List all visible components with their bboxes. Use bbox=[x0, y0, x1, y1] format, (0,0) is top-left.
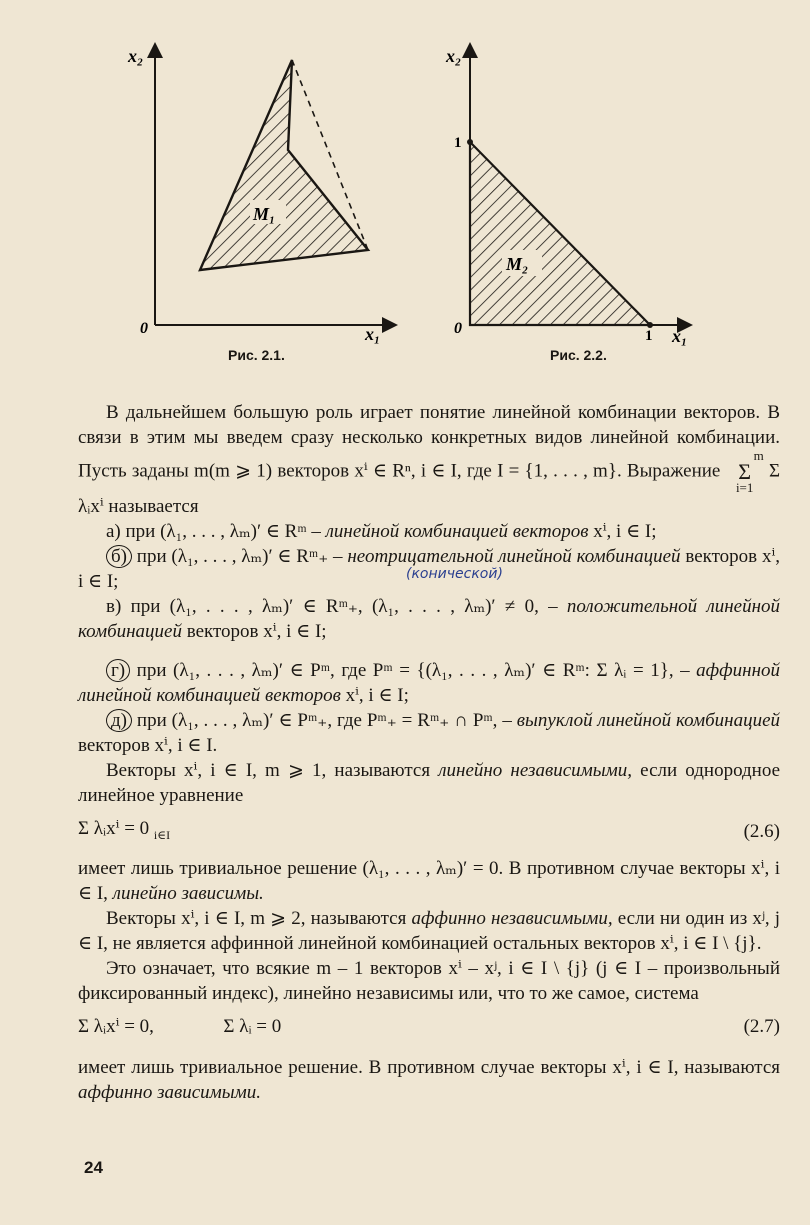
equation-2-6: Σ λᵢxⁱ = 0 $_{i\in I}$ (2.6) bbox=[78, 818, 780, 843]
page-number: 24 bbox=[84, 1158, 103, 1177]
paragraph-affine-independence: Векторы xⁱ, i ∈ I, m ⩾ 2, называются аффинно независимыми, если ни один из xʲ, j ∈ I, не является аффинной линейной комбинацией остальных векторов xⁱ, i ∈ I \ {j}. bbox=[78, 907, 781, 954]
main-text bbox=[78, 400, 780, 1105]
y-axis-label: x₂ bbox=[446, 46, 462, 66]
figure-2-2-caption: Рис. 2.2. bbox=[550, 347, 607, 363]
figure-2-1 bbox=[120, 40, 400, 345]
figure-2-1-svg bbox=[120, 40, 400, 344]
region-label: M₁ bbox=[253, 204, 276, 224]
paragraph-trivial: имеет лишь тривиальное решение (λ₁, . . . , λₘ)′ = 0. В противном случае векторы xⁱ, i ∈ I, линейно зависимы. bbox=[78, 857, 780, 904]
item-b: б) при (λ₁, . . . , λₘ)′ ∈ Rᵐ₊ – неотрицательной линейной комбинацией векторов xⁱ, i ∈ I; (конической) bbox=[78, 546, 781, 592]
region-m2 bbox=[470, 142, 650, 325]
equation-number: (2.7) bbox=[743, 1015, 780, 1037]
origin-label: 0 bbox=[140, 320, 148, 337]
item-g: г) при (λ₁, . . . , λₘ)′ ∈ Pᵐ, где Pᵐ = {(λ₁, . . . , λₘ)′ ∈ Rᵐ: Σ λᵢ = 1}, – аффинной линейной комбинацией векторов xⁱ, i ∈ I; bbox=[78, 660, 781, 706]
sum-expression: m Σ i=1 bbox=[735, 448, 764, 495]
origin-label: 0 bbox=[454, 320, 462, 337]
equation-number: (2.6) bbox=[743, 821, 780, 843]
paragraph-means: Это означает, что всякие m – 1 векторов xⁱ – xʲ, i ∈ I \ {j} (j ∈ I – произвольный фиксированный индекс), линейно независимы или, что то же самое, система bbox=[78, 957, 780, 1004]
item-d: д) при (λ₁, . . . , λₘ)′ ∈ Pᵐ₊, где Pᵐ₊ = Rᵐ₊ ∩ Pᵐ, – выпуклой линейной комбинацией векторов xⁱ, i ∈ I. bbox=[78, 710, 781, 756]
y-tick-1: 1 bbox=[454, 135, 462, 151]
figure-2-2-svg bbox=[440, 40, 710, 346]
equation-2-7: Σ λᵢxⁱ = 0, Σ λᵢ = 0 (2.7) bbox=[78, 1015, 780, 1037]
handwritten-note: (конической) bbox=[406, 566, 503, 582]
paragraph-intro: В дальнейшем большую роль играет понятие линейной комбинации векторов. В связи в этим мы введем сразу несколько конкретных видов линейной комбинации. Пусть заданы m(m ⩾ 1) векторов xⁱ ∈ Rⁿ, i ∈ I, где I = {1, . . . , m}. Выражение m Σ i=1 Σ λᵢxⁱ называется bbox=[78, 402, 781, 517]
item-a: а) при (λ₁, . . . , λₘ)′ ∈ Rᵐ – линейной комбинацией векторов xⁱ, i ∈ I; bbox=[106, 521, 657, 542]
figure-2-1-caption: Рис. 2.1. bbox=[228, 347, 285, 363]
paragraph-final: имеет лишь тривиальное решение. В противном случае векторы xⁱ, i ∈ I, называются аффинно зависимыми. bbox=[78, 1056, 780, 1103]
paragraph-linear-independence: Векторы xⁱ, i ∈ I, m ⩾ 1, называются линейно независимыми, если однородное линейное уравнение bbox=[78, 760, 781, 806]
figure-2-2 bbox=[440, 40, 710, 345]
y-axis-label: x₂ bbox=[128, 46, 144, 66]
x-axis-label: x₁ bbox=[365, 324, 381, 344]
x-axis-label: x₁ bbox=[672, 326, 688, 346]
x-tick-1: 1 bbox=[645, 328, 653, 344]
region-label: M₂ bbox=[506, 254, 529, 274]
region-m1 bbox=[200, 60, 368, 270]
item-v: в) при (λ₁, . . . , λₘ)′ ∈ Rᵐ₊, (λ₁, . . . , λₘ)′ ≠ 0, – положительной линейной комбинацией векторов xⁱ, i ∈ I; bbox=[78, 596, 781, 642]
